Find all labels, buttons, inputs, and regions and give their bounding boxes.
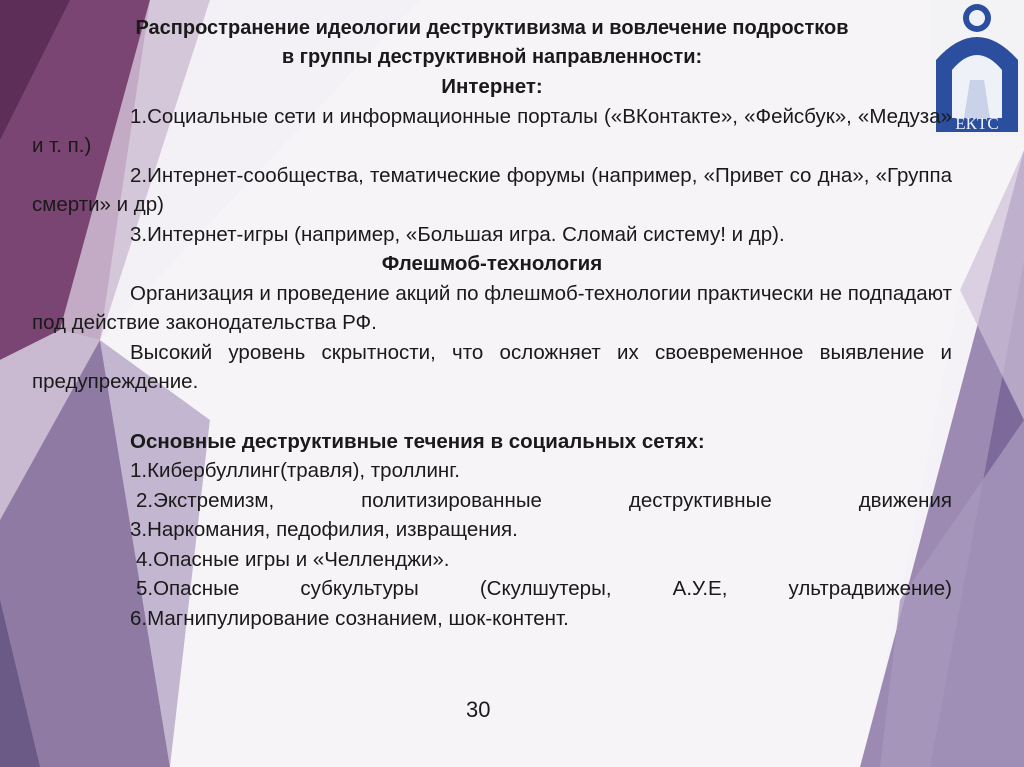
currents-item-6: 6.Магнипулирование сознанием, шок-контент.	[130, 606, 569, 630]
flashmob-paragraph-1: Организация и проведение акций по флешмоб-технологии практически не подпадают под действие законодательства РФ.	[32, 281, 952, 334]
logo-text: ЕКТС	[955, 114, 999, 133]
currents-item-2: 2.Экстремизм, политизированные деструктивные движения	[136, 488, 952, 512]
internet-item-1: 1.Социальные сети и информационные порталы («ВКонтакте», «Фейсбук», «Медуза» и т. п.)	[32, 104, 952, 157]
currents-item-3: 3.Наркомания, педофилия, извращения.	[130, 518, 518, 541]
slide-title-line-1: Распространение идеологии деструктивизма и вовлечение подростков	[135, 17, 849, 39]
internet-heading: Интернет:	[441, 75, 543, 98]
internet-item-3: 3.Интернет-игры (например, «Большая игра. Сломай систему! и др).	[130, 222, 785, 246]
currents-heading: Основные деструктивные течения в социальных сетях:	[130, 429, 705, 453]
currents-item-1: 1.Кибербуллинг(травля), троллинг.	[130, 459, 460, 482]
slide-title-line-2: в группы деструктивной направленности:	[281, 46, 703, 68]
slide-content	[32, 14, 952, 633]
internet-item-2: 2.Интернет-сообщества, тематические форумы (например, «Привет со дна», «Группа смерти» и др)	[32, 163, 952, 216]
flashmob-heading: Флешмоб-технология	[381, 252, 603, 275]
currents-item-4: 4.Опасные игры и «Челленджи».	[136, 547, 450, 571]
currents-item-5: 5.Опасные субкультуры (Скулшутеры, А.У.Е, ультрадвижение)	[136, 577, 952, 600]
flashmob-paragraph-2: Высокий уровень скрытности, что осложняет их своевременное выявление и предупреждение.	[32, 340, 952, 393]
page-number: 30	[466, 697, 491, 722]
